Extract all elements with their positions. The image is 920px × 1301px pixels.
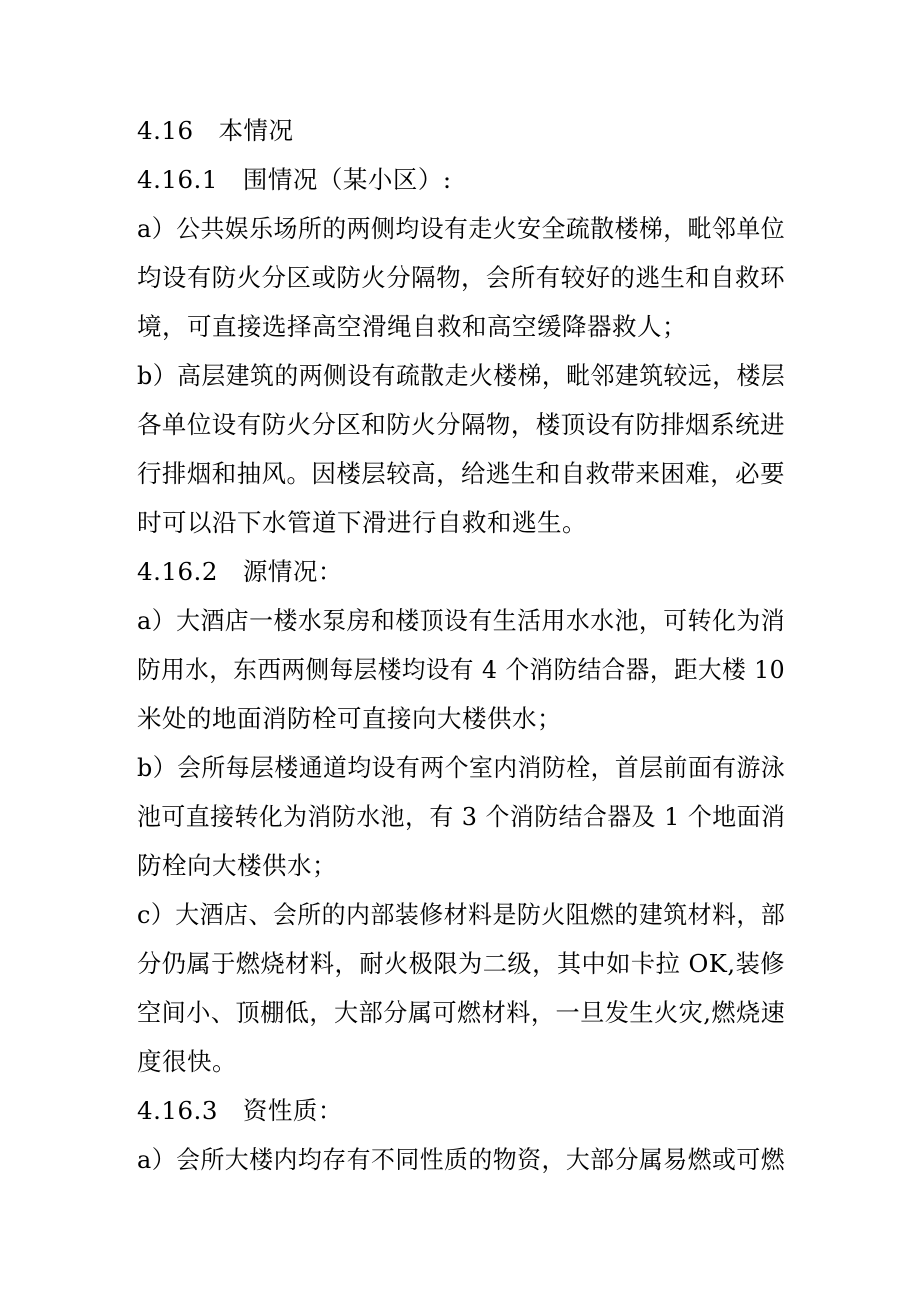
paragraph-line: 米处的地面消防栓可直接向大楼供水； — [137, 704, 562, 733]
paragraph-line: b）高层建筑的两侧设有疏散走火楼梯，毗邻建筑较远，楼层 — [137, 361, 786, 390]
paragraph-line: a）会所大楼内均存有不同性质的物资，大部分属易燃或可燃 — [137, 1145, 786, 1174]
paragraph-line: 境，可直接选择高空滑绳自救和高空缓降器救人； — [137, 312, 687, 341]
paragraph-line: 空间小、顶棚低，大部分属可燃材料，一旦发生火灾,燃烧速 — [137, 998, 786, 1027]
paragraph-line: a）公共娱乐场所的两侧均设有走火安全疏散楼梯，毗邻单位 — [137, 214, 786, 243]
paragraph-line: c）大酒店、会所的内部装修材料是防火阻燃的建筑材料，部 — [137, 900, 786, 929]
paragraph-line: 均设有防火分区或防火分隔物，会所有较好的逃生和自救环 — [137, 263, 785, 292]
paragraph-line: 行排烟和抽风。因楼层较高，给逃生和自救带来困难，必要 — [137, 459, 785, 488]
paragraph-line: 时可以沿下水管道下滑进行自救和逃生。 — [137, 508, 587, 537]
subsection-heading-4-16-2: 4.16.2 源情况： — [137, 557, 343, 586]
paragraph-line: a）大酒店一楼水泵房和楼顶设有生活用水水池，可转化为消 — [137, 606, 786, 635]
paragraph-line: 分仍属于燃烧材料，耐火极限为二级，其中如卡拉 OK,装修 — [137, 949, 785, 978]
paragraph-line: 防栓向大楼供水； — [137, 851, 337, 880]
subsection-heading-4-16-1: 4.16.1 围情况（某小区）: — [137, 165, 452, 194]
paragraph-line: 各单位设有防火分区和防火分隔物，楼顶设有防排烟系统进 — [137, 410, 785, 439]
paragraph-line: 防用水，东西两侧每层楼均设有 4 个消防结合器，距大楼 10 — [137, 655, 786, 684]
section-heading-4-16: 4.16 本情况 — [137, 116, 294, 145]
subsection-heading-4-16-3: 4.16.3 资性质： — [137, 1096, 343, 1125]
paragraph-line: 度很快。 — [137, 1047, 237, 1076]
paragraph-line: b）会所每层楼通道均设有两个室内消防栓，首层前面有游泳 — [137, 753, 786, 782]
paragraph-line: 池可直接转化为消防水池，有 3 个消防结合器及 1 个地面消 — [137, 802, 786, 831]
